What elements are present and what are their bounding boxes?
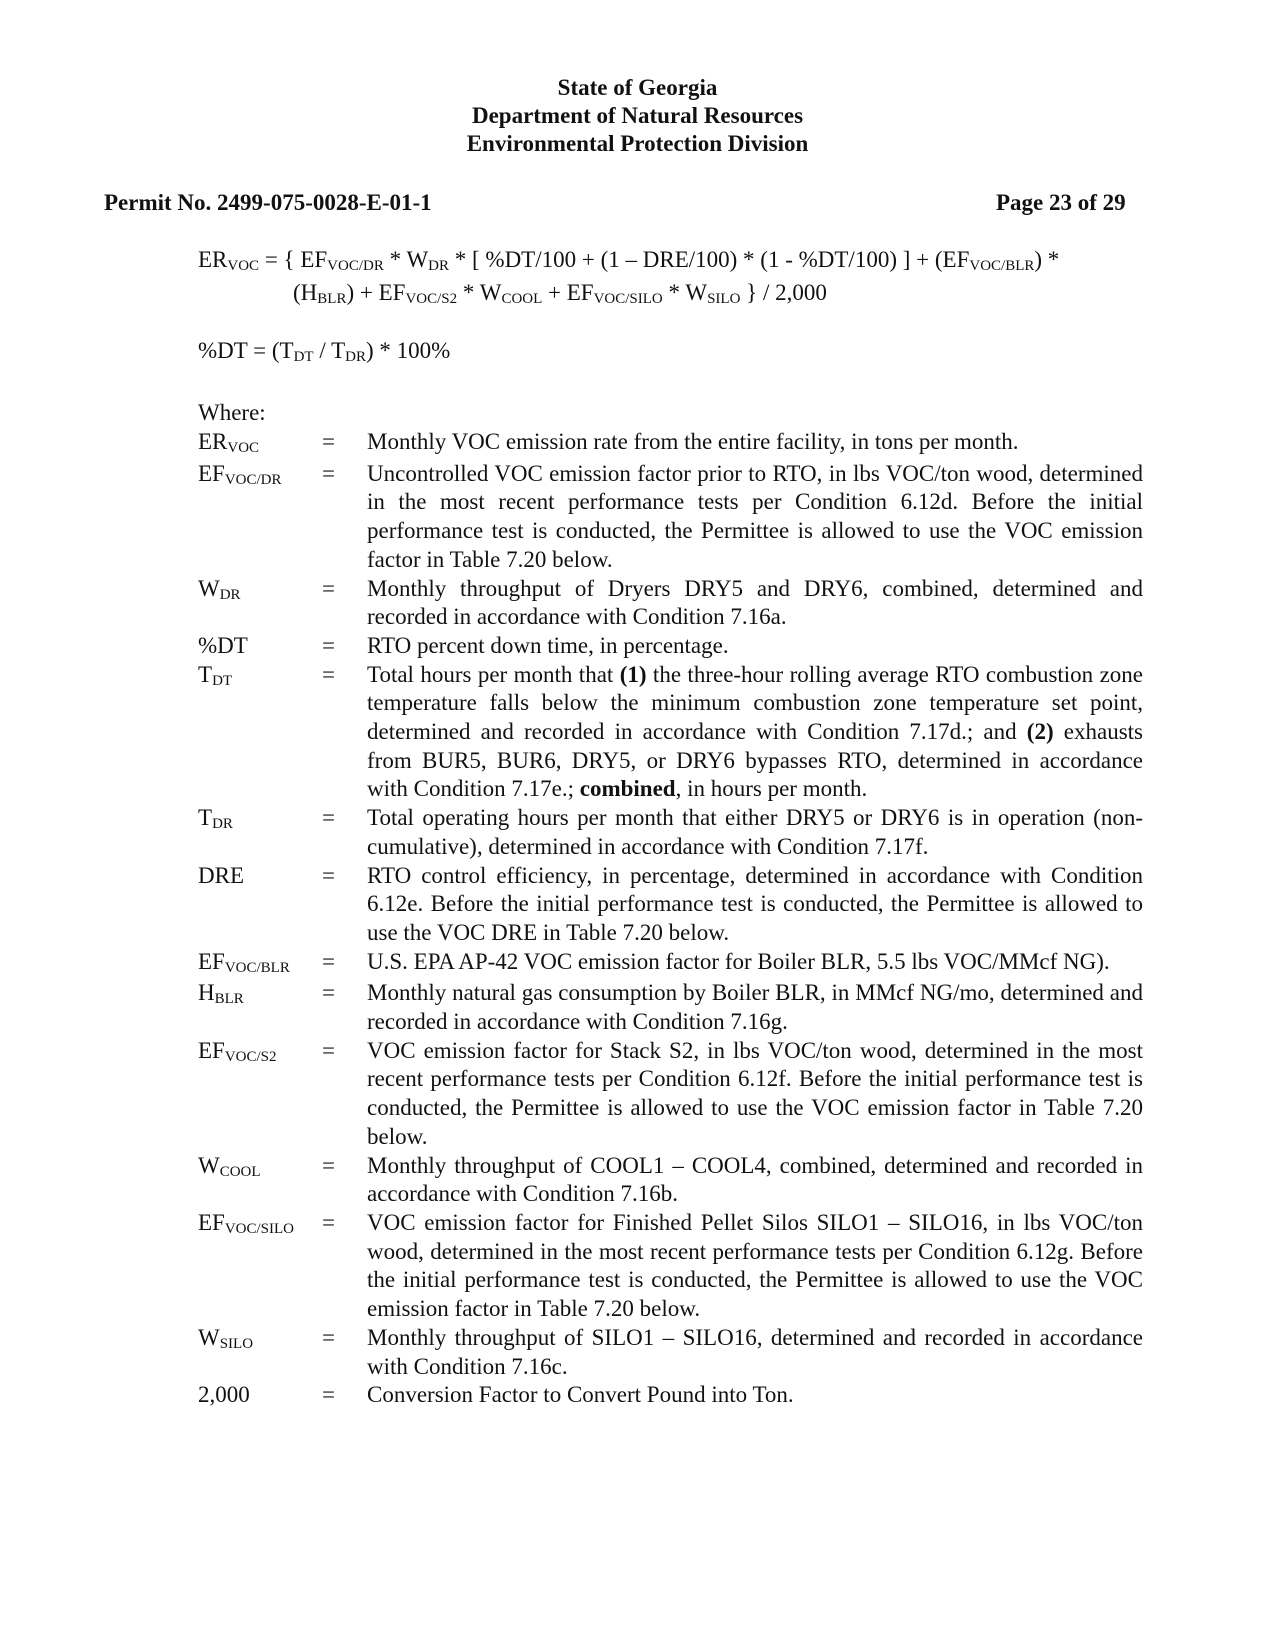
definition-row: $T_{DT}$ = Total hours per month that (1) the three-hour rolling average RTO combustion zone temperature falls below the minimum combustion zone temperature set point, determined and recorded in accordance with Condition 7.17d.; and (2) exhausts from BUR5, BUR6, DRY5, or DRY6 bypasses RTO, determined in accordance with Condition 7.17e.; combined, in hours per month. xyxy=(198,661,1144,802)
definition-row: $EF_{VOC/S2}$ = VOC emission factor for Stack S2, in lbs VOC/ton wood, determined in the most recent performance tests per Condition 6.12f. Before the initial performance test is conducted, the Permittee is allowed to use the VOC emission factor in Table 7.20 below. xyxy=(198,1037,1143,1149)
page-number: Page 23 of 29 xyxy=(996,190,1126,215)
definition-row: $W_{SILO}$ = Monthly throughput of SILO1 – SILO16, determined and recorded in accordance with Condition 7.16c. xyxy=(198,1324,1143,1379)
header-division: Environmental Protection Division xyxy=(466,131,809,156)
downtime-equation: $\%DT = (T_{DT} / T_{DR}) * 100\%$ xyxy=(198,338,451,365)
definition-row: $H_{BLR}$ = Monthly natural gas consumption by Boiler BLR, in MMcf NG/mo, determined and recorded in accordance with Condition 7.16g. xyxy=(198,980,1143,1035)
definition-row: %DT = RTO percent down time, in percentage. xyxy=(198,632,729,658)
permit-number: Permit No. 2499-075-0028-E-01-1 xyxy=(104,190,432,215)
header-state: State of Georgia xyxy=(557,75,718,100)
definition-row: $ER_{VOC}$ = Monthly VOC emission rate from the entire facility, in tons per month. xyxy=(198,429,1019,456)
definition-row: 2,000 = Conversion Factor to Convert Pound into Ton. xyxy=(198,1382,794,1408)
definition-row: $W_{COOL}$ = Monthly throughput of COOL1 – COOL4, combined, determined and recorded in accordance with Condition 7.16b. xyxy=(198,1152,1143,1207)
definition-row: $T_{DR}$ = Total operating hours per month that either DRY5 or DRY6 is in operation (non-cumulative), determined in accordance with Condition 7.17f. xyxy=(198,805,1143,859)
definition-row: $EF_{VOC/BLR}$ = U.S. EPA AP-42 VOC emission factor for Boiler BLR, 5.5 lbs VOC/MMcf NG). xyxy=(198,948,1110,976)
definition-row: $EF_{VOC/SILO}$ = VOC emission factor for Finished Pellet Silos SILO1 – SILO16, in lbs VOC/ton wood, determined in the most recent performance tests per Condition 6.12g. Before the initial performance test is conducted, the Permittee is allowed to use the VOC emission factor in Table 7.20 below. xyxy=(198,1209,1143,1322)
agency-header xyxy=(0,74,1275,158)
header-department: Department of Natural Resources xyxy=(471,103,804,128)
definitions-list xyxy=(198,428,1143,1410)
definition-row: DRE = RTO control efficiency, in percentage, determined in accordance with Condition 6.12e. Before the initial performance test is conducted, the Permittee is allowed to use the VOC DRE in Table 7.20 below. xyxy=(198,862,1143,945)
definition-row: $W_{DR}$ = Monthly throughput of Dryers DRY5 and DRY6, combined, determined and recorded in accordance with Condition 7.16a. xyxy=(198,575,1143,630)
voc-emission-equation: $ER_{VOC}$ = { $EF_{VOC/DR} * W_{DR}$ * [ %DT/100 + (1 – DRE/100) * (1 - %DT/100) ] + $(EF_{VOC/BLR})$ * $(H_{BLR}) + EF_{VOC/S2} * W_{COOL} + EF_{VOC/SILO} * W_{SILO}$ } / 2,000 xyxy=(198,247,1060,307)
where-label: Where: xyxy=(198,400,266,425)
definition-row: $EF_{VOC/DR}$ = Uncontrolled VOC emission factor prior to RTO, in lbs VOC/ton wood, determined in the most recent performance tests per Condition 6.12d. Before the initial performance test is conducted, the Permittee is allowed to use the VOC emission factor in Table 7.20 below. xyxy=(198,460,1143,572)
